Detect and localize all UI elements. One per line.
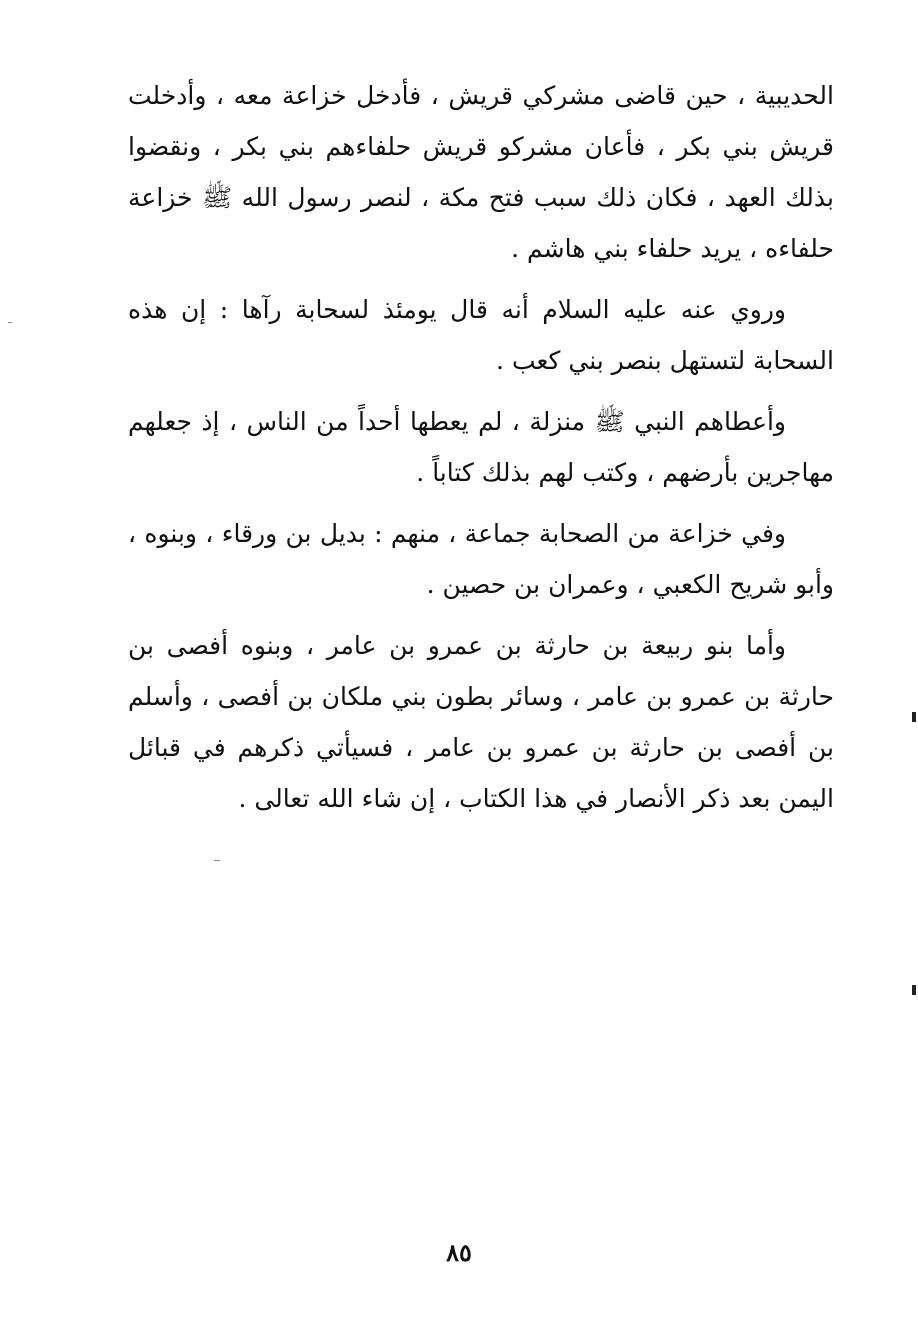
paragraph-3: وأعطاهم النبي ﷺ منزلة ، لم يعطها أحداً من الناس ، إذ جعلهم مهاجرين بأرضهم ، وكتب لهم بذلك كتاباً . (128, 407, 834, 487)
paragraph-4: وفي خزاعة من الصحابة جماعة ، منهم : بديل بن ورقاء ، وبنوه ، وأبو شريح الكعبي ، وعمران بن حصين . (128, 519, 834, 599)
paragraph-1: الحديبية ، حين قاضى مشركي قريش ، فأدخل خزاعة معه ، وأدخلت قريش بني بكر ، فأعان مشركو قريش حلفاءهم بني بكر ، ونقضوا بذلك العهد ، فكان ذلك سبب فتح مكة ، لنصر رسول الله ﷺ خزاعة حلفاءه ، يريد حلفاء بني هاشم . (128, 81, 834, 263)
scan-edge-mark (912, 712, 916, 722)
paragraph-5: وأما بنو ربيعة بن حارثة بن عمرو بن عامر ، وبنوه أفصى بن حارثة بن عمرو بن عامر ، وسائر بطون بني ملكان بن أفصى ، وأسلم بن أفصى بن حارثة بن عمرو بن عامر ، فسيأتي ذكرهم في قبائل اليمن بعد ذكر الأنصار في هذا الكتاب ، إن شاء الله تعالى . (128, 631, 834, 813)
scan-edge-mark (912, 985, 916, 995)
scan-speck (8, 322, 12, 323)
paragraph-2: وروي عنه عليه السلام أنه قال يومئذ لسحابة رآها : إن هذه السحابة لتستهل بنصر بني كعب . (128, 295, 834, 375)
main-text (128, 70, 834, 834)
scan-speck (214, 860, 220, 861)
page-number: ٨٥ (446, 1238, 472, 1267)
